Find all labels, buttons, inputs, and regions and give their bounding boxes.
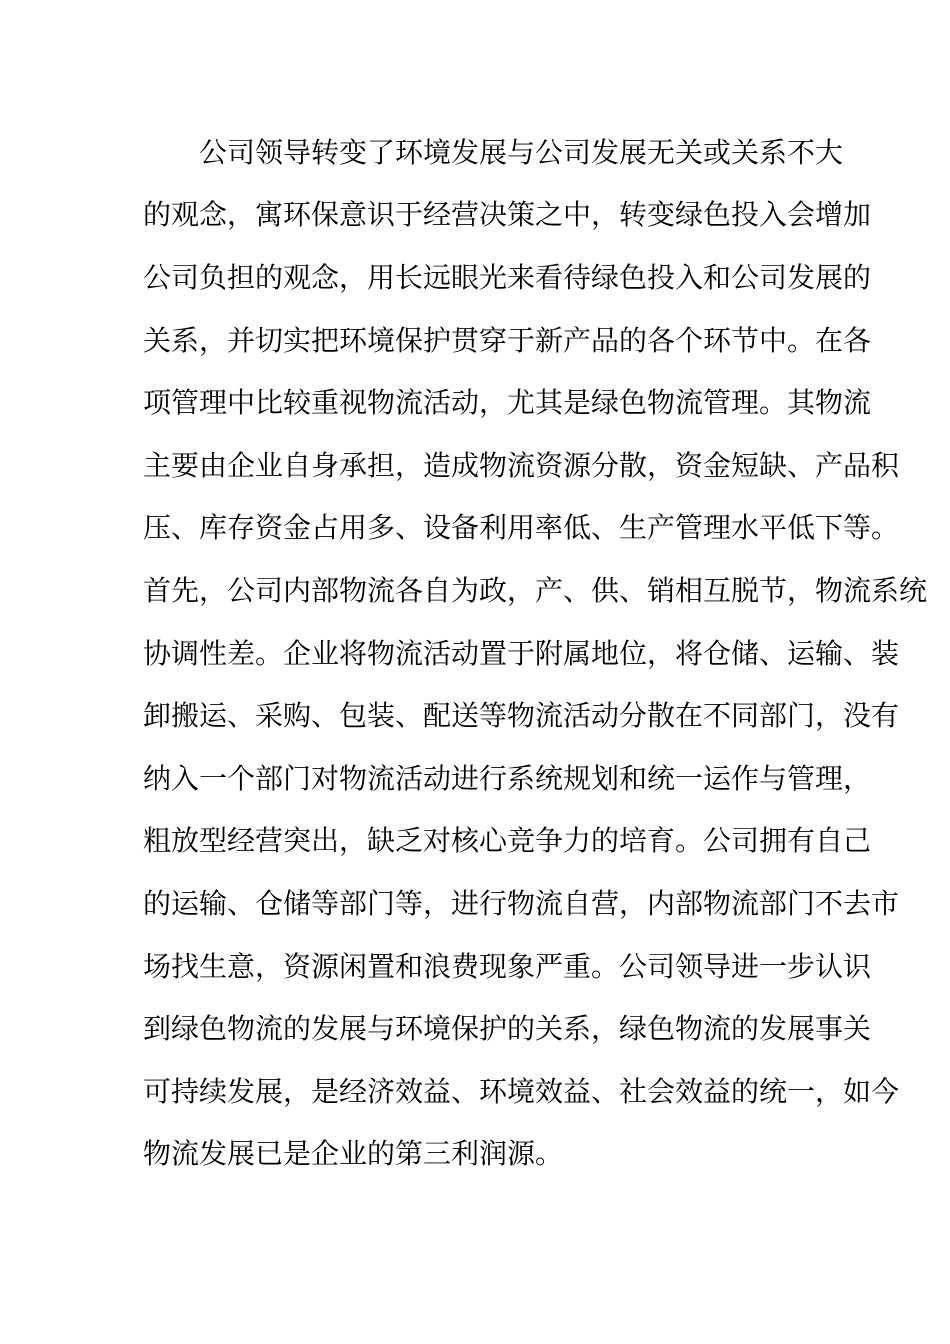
paragraph-line-13: 的运输、仓储等部门等，进行物流自营，内部物流部门不去市 [143,887,900,920]
paragraph-line-8: 首先，公司内部物流各自为政，产、供、销相互脱节，物流系统 [143,574,928,607]
paragraph-line-5: 项管理中比较重视物流活动，尤其是绿色物流管理。其物流 [143,386,872,419]
paragraph-line-3: 公司负担的观念，用长远眼光来看待绿色投入和公司发展的 [143,261,872,294]
paragraph-line-15: 到绿色物流的发展与环境保护的关系，绿色物流的发展事关 [143,1012,872,1045]
paragraph-line-9: 协调性差。企业将物流活动置于附属地位，将仓储、运输、装 [143,637,900,670]
paragraph-line-10: 卸搬运、采购、包装、配送等物流活动分散在不同部门，没有 [143,699,900,732]
paragraph-line-14: 场找生意，资源闲置和浪费现象严重。公司领导进一步认识 [143,950,872,983]
paragraph-line-16: 可持续发展，是经济效益、环境效益、社会效益的统一，如今 [143,1075,900,1108]
paragraph-line-12: 粗放型经营突出，缺乏对核心竞争力的培育。公司拥有自己 [143,824,872,857]
paragraph-line-17: 物流发展已是企业的第三利润源。 [143,1137,564,1170]
paragraph-line-11: 纳入一个部门对物流活动进行系统规划和统一运作与管理， [143,762,872,795]
paragraph-line-2: 的观念，寓环保意识于经营决策之中，转变绿色投入会增加 [143,198,872,231]
paragraph-line-7: 压、库存资金占用多、设备利用率低、生产管理水平低下等。 [143,511,900,544]
paragraph-line-6: 主要由企业自身承担，造成物流资源分散，资金短缺、产品积 [143,449,900,482]
paragraph-line-1: 公司领导转变了环境发展与公司发展无关或关系不大 [199,136,844,169]
paragraph-line-4: 关系，并切实把环境保护贯穿于新产品的各个环节中。在各 [143,324,872,357]
